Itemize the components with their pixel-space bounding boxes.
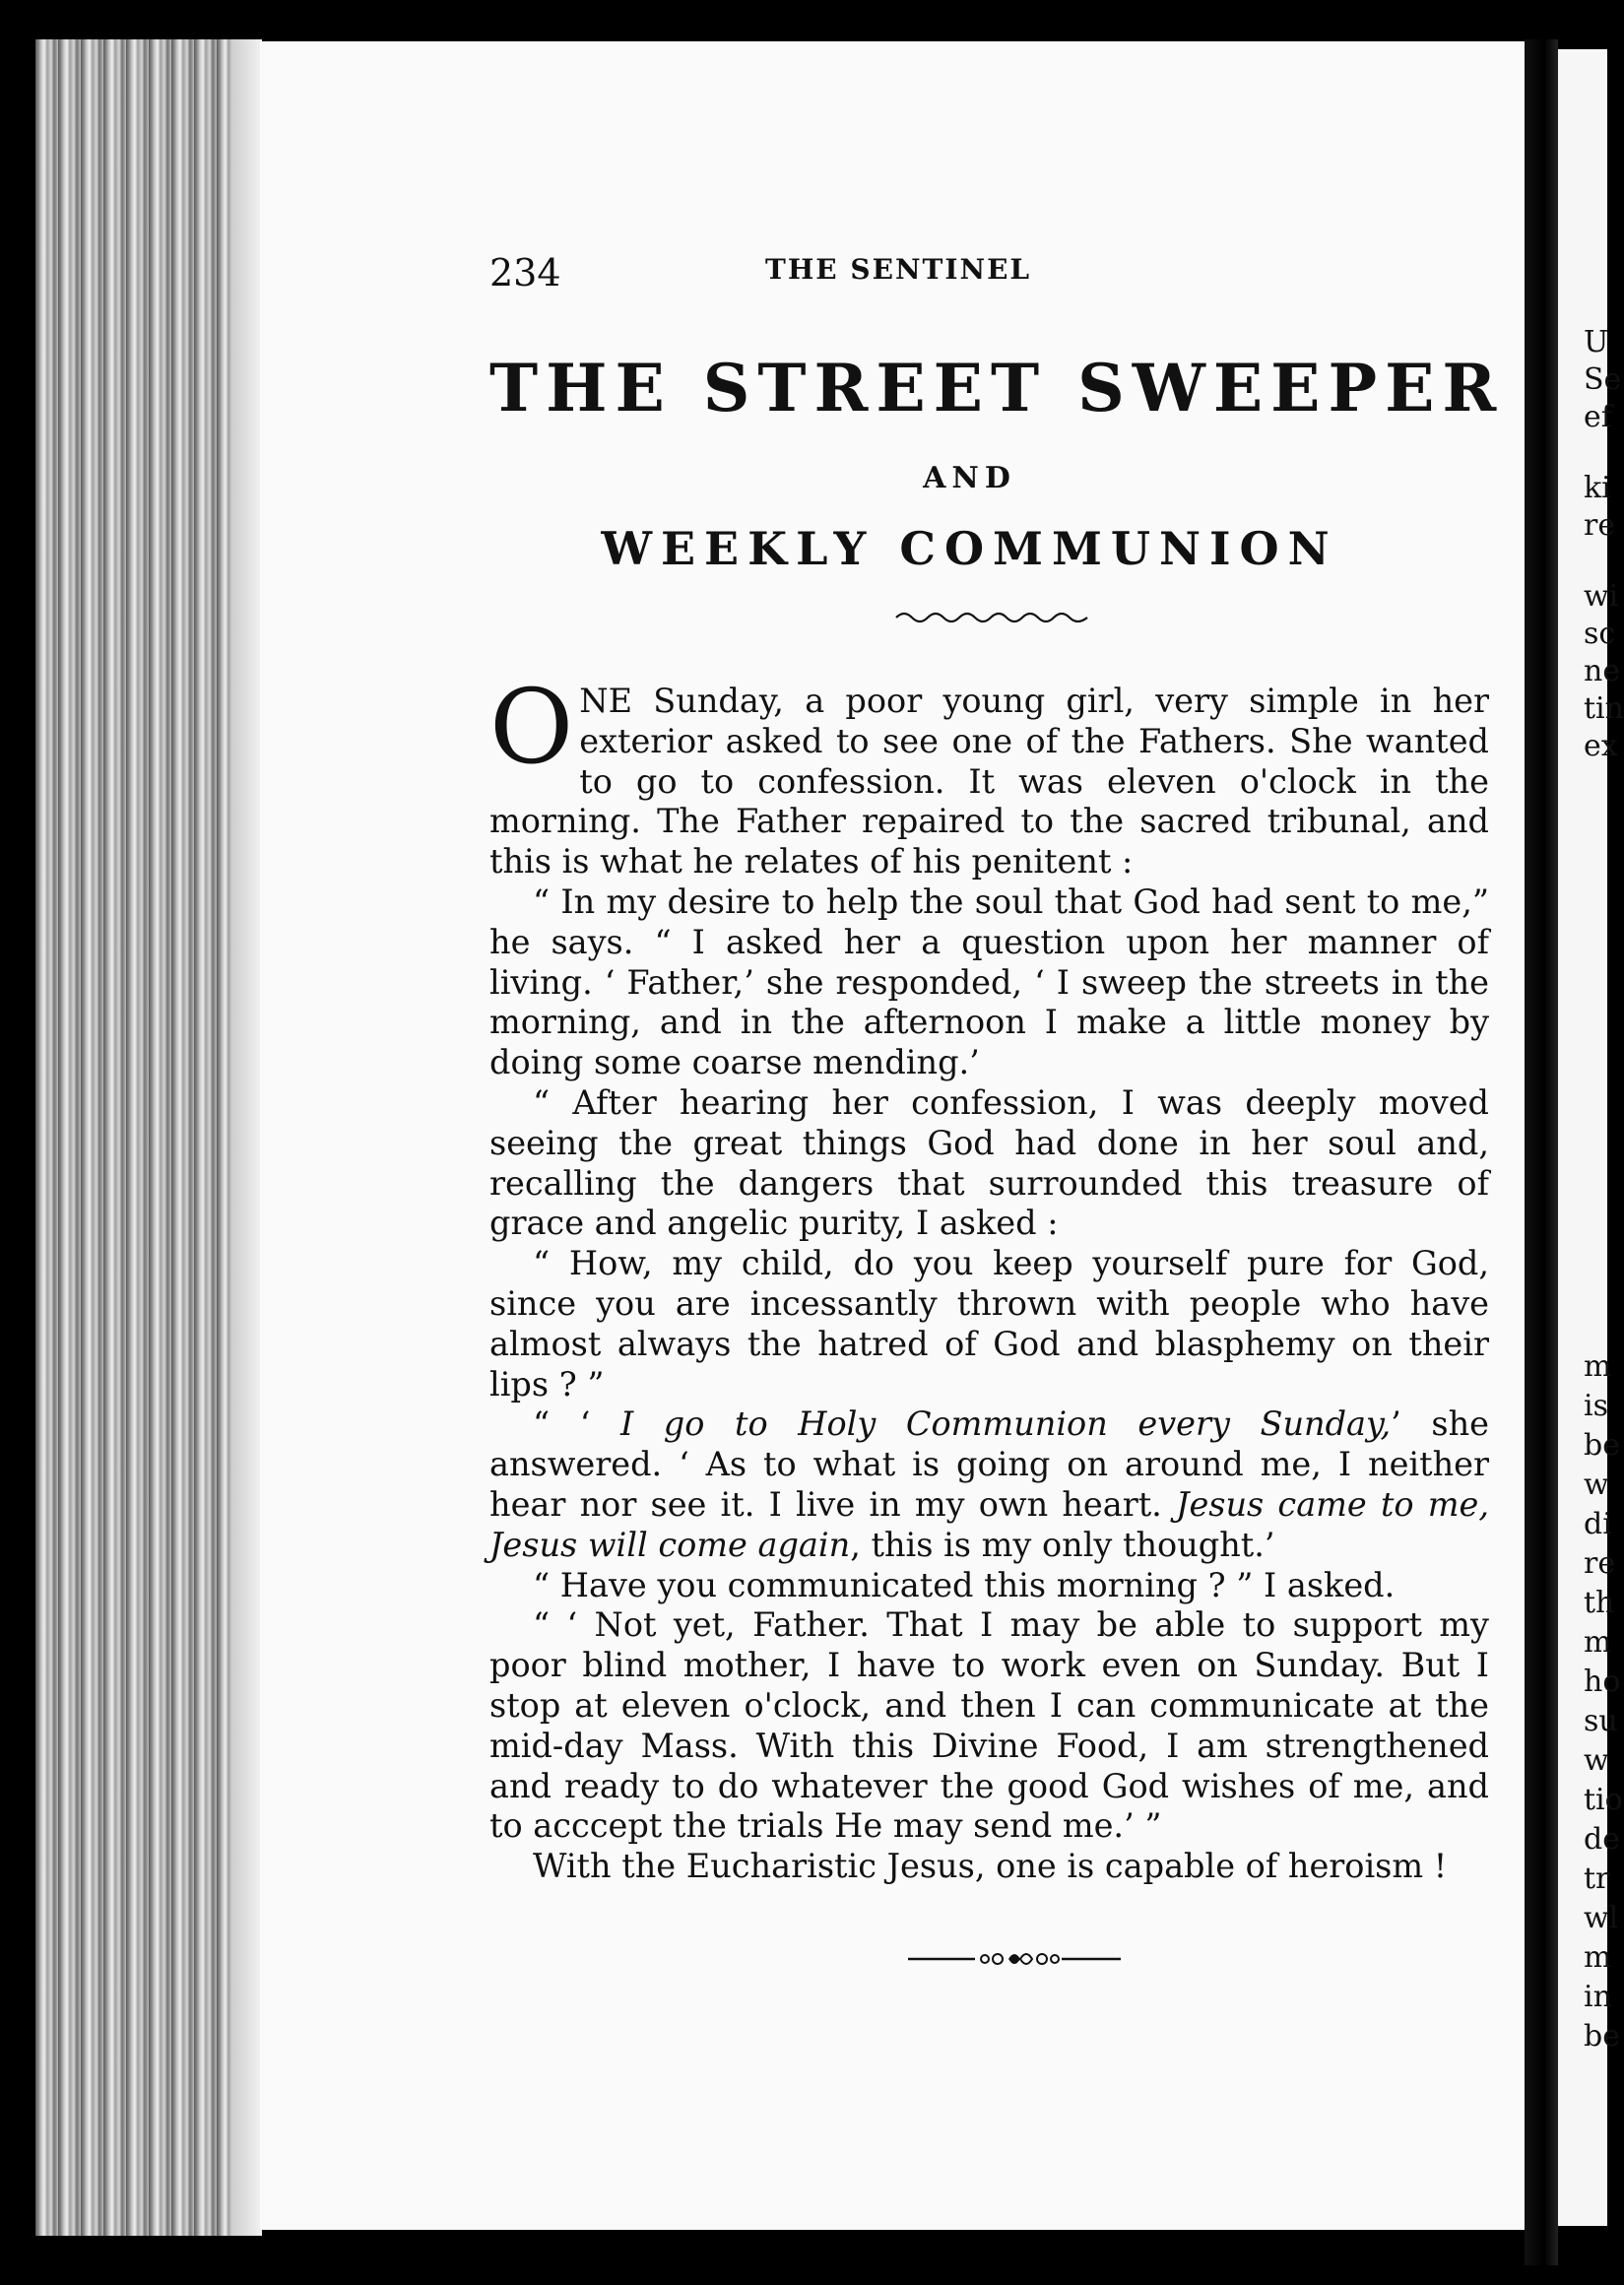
paragraph-1-text: Sunday, a poor young girl, very simple in her exterior asked to see one of the Fathers. She wanted to go to confession. It was eleven o'clock in the morning. The Father repaired to the sacred tribunal, and this is what he relates of his penitent : (489, 682, 1489, 881)
drop-cap: O (489, 667, 574, 787)
facing-fragment: tr (1584, 1861, 1610, 1896)
first-word-rest: NE (579, 682, 633, 720)
wavy-rule-ornament (894, 606, 1091, 629)
facing-fragment: wi (1584, 579, 1619, 614)
facing-fragment: ef (1584, 400, 1612, 434)
facing-fragment: w (1584, 1468, 1609, 1502)
paragraph-5-end: , this is my only thought.’ (850, 1525, 1275, 1564)
facing-fragment: re (1584, 1546, 1616, 1581)
facing-fragment: U (1584, 325, 1609, 359)
facing-fragment: su (1584, 1704, 1618, 1738)
journal-title: THE SENTINEL (765, 253, 1032, 286)
paragraph-4: “ How, my child, do you keep yourself pure for God, since you are incessantly thrown with people who have almost always the hatred of God and blasphemy on their lips ? ” (489, 1244, 1489, 1404)
paragraph-5-open: “ ‘ (533, 1404, 620, 1444)
paragraph-5-italic: I go to Holy Communion every Sunday, (619, 1404, 1392, 1444)
facing-page-fragment (1558, 49, 1624, 2226)
facing-fragment: ki (1584, 471, 1611, 505)
facing-fragment: in (1584, 1980, 1612, 2014)
facing-fragment: be (1584, 1428, 1620, 1463)
article-title-line1: THE STREET SWEEPER (489, 350, 1505, 426)
paragraph-8: With the Eucharistic Jesus, one is capable of heroism ! (533, 1847, 1448, 1886)
facing-fragment: m (1584, 1625, 1612, 1660)
facing-fragment: is (1584, 1389, 1608, 1423)
paragraph-6: “ Have you communicated this morning ? ” I asked. (533, 1565, 1396, 1604)
book-page-edges (35, 39, 262, 2236)
paragraph-1 (489, 667, 1489, 882)
facing-fragment: de (1584, 1822, 1620, 1857)
running-head (489, 251, 1450, 294)
facing-fragment: m (1584, 1349, 1612, 1384)
paragraph-5 (489, 1404, 1489, 1565)
facing-fragment: w (1584, 1743, 1609, 1778)
page-number: 234 (489, 251, 561, 294)
article-title-line2: WEEKLY COMMUNION (601, 522, 1338, 575)
facing-fragment: wl (1584, 1901, 1619, 1935)
facing-fragment: di (1584, 1507, 1612, 1541)
paragraph-2: “ In my desire to help the soul that God had sent to me,” he says. “ I asked her a question upon her manner of living. ‘ Father,’ she responded, ‘ I sweep the streets in the morning, and in the afternoon I make a little money by doing some coarse mending.’ (489, 881, 1489, 1082)
facing-fragment: th (1584, 1586, 1615, 1620)
facing-fragment: ex (1584, 729, 1618, 763)
facing-fragment: tin (1584, 691, 1624, 726)
paragraph-7: “ ‘ Not yet, Father. That I may be able to support my poor blind mother, I have to work even on Sunday. But I stop at eleven o'clock, and then I can communicate at the mid-day Mass. With this Divine Food, I am strengthened and ready to do whatever the good God wishes of me, and to acccept the trials He may send me.’ ” (489, 1605, 1489, 1846)
facing-fragment: be (1584, 2019, 1620, 2054)
end-ornament (906, 1944, 1123, 1974)
facing-fragment: tio (1584, 1783, 1623, 1817)
facing-fragment: re (1584, 508, 1616, 543)
facing-fragment: ho (1584, 1665, 1621, 1699)
paragraph-5-mid: ’ she answered. ‘ As to what is going on around me, I neither hear nor see it. I live in my own heart. (489, 1404, 1489, 1524)
facing-fragment: sc (1584, 617, 1616, 651)
facing-fragment: Se (1584, 362, 1622, 397)
article-body (489, 667, 1490, 1887)
facing-fragment: m (1584, 1940, 1612, 1975)
facing-fragment: ne (1584, 654, 1621, 688)
article-title-and: AND (923, 461, 1016, 495)
paragraph-5-italic2: Jesus came to me, Jesus will come again (489, 1484, 1490, 1564)
paragraph-3: “ After hearing her confession, I was deeply moved seeing the great things God had done in her soul and, recalling the dangers that surrounded this treasure of grace and angelic purity, I asked : (489, 1082, 1489, 1243)
book-gutter (1525, 39, 1558, 2265)
